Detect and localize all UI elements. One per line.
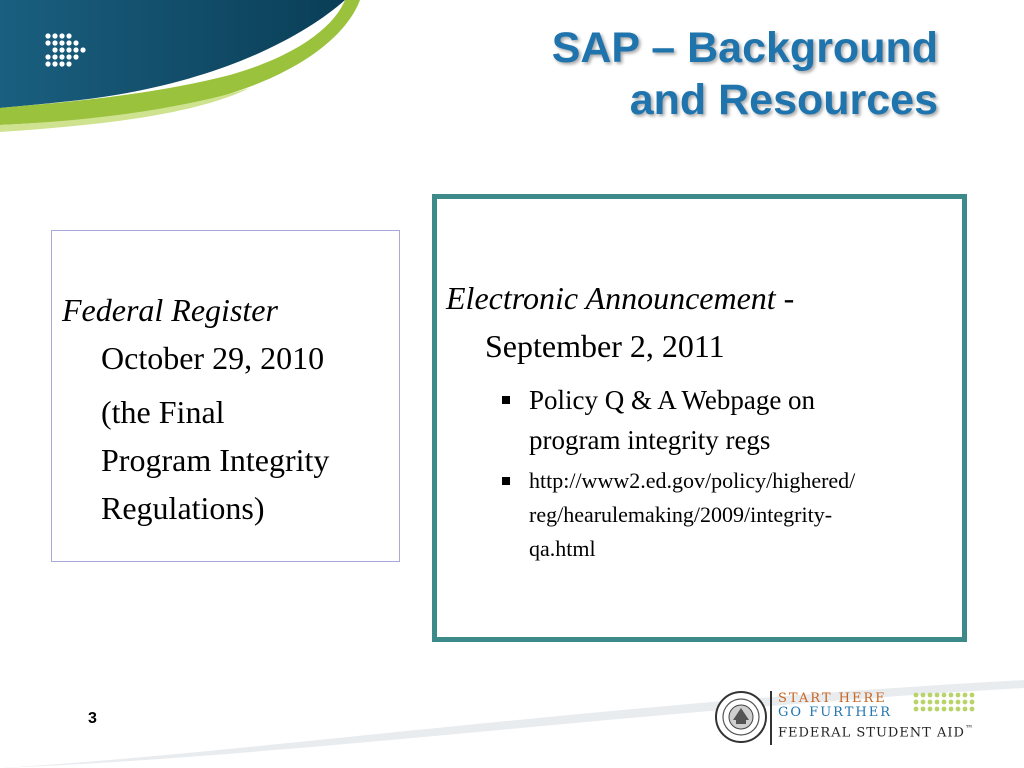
right-box-heading xyxy=(446,274,794,370)
note-line-3: Regulations) xyxy=(101,490,265,526)
bullet-square-icon xyxy=(502,477,510,485)
electronic-announcement-label: Electronic Announcement - xyxy=(446,280,795,316)
list-item xyxy=(500,464,955,566)
left-box-content xyxy=(62,286,329,532)
title-line-2: and Resources xyxy=(629,76,938,124)
brand-dot-grid-icon xyxy=(912,691,978,721)
brand-divider xyxy=(770,691,772,745)
announcement-date: September 2, 2011 xyxy=(485,328,725,364)
bullet-square-icon xyxy=(502,396,510,404)
page-number: 3 xyxy=(88,710,97,727)
brand-federal-student-aid: FEDERAL STUDENT AID™ xyxy=(778,724,974,741)
brand-go-further: GO FURTHER xyxy=(778,705,892,720)
federal-register-label: Federal Register xyxy=(62,292,278,328)
resource-bullet-list xyxy=(500,380,955,566)
department-seal-icon xyxy=(714,690,768,744)
url-link-line-3[interactable]: qa.html xyxy=(529,536,596,561)
title-line-1: SAP – Background xyxy=(551,24,938,72)
slide-title xyxy=(552,22,938,126)
url-link-line-2[interactable]: reg/hearulemaking/2009/integrity- xyxy=(529,502,833,527)
note-line-2: Program Integrity xyxy=(101,442,330,478)
note-line-1: (the Final xyxy=(101,394,225,430)
federal-register-date: October 29, 2010 xyxy=(101,340,325,376)
url-link-line-1[interactable]: http://www2.ed.gov/policy/highered/ xyxy=(529,468,856,493)
list-item: Policy Q & A Webpage on program integrity regs xyxy=(500,380,955,460)
brand-start-here: START HERE xyxy=(778,691,887,706)
logo-arrow-icon xyxy=(44,32,96,72)
